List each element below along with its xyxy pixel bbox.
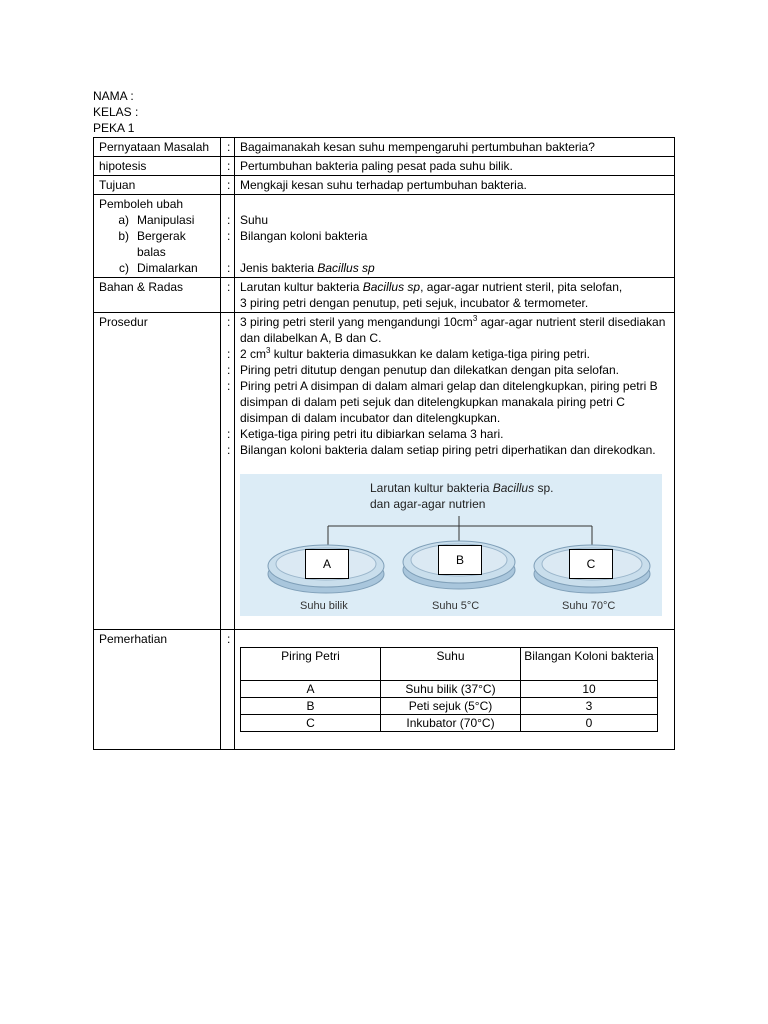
bahan-text: , agar-agar nutrient steril, pita selofan, bbox=[420, 280, 623, 294]
cell-dish: A bbox=[241, 681, 381, 698]
colon: : bbox=[221, 138, 235, 157]
step-text: kultur bakteria dimasukkan ke dalam ketiga-tiga piring petri. bbox=[270, 347, 590, 361]
variable-dimalarkan bbox=[99, 260, 215, 276]
dish-label-box-c: C bbox=[569, 549, 613, 579]
row-tujuan bbox=[94, 176, 675, 195]
dish-label-box-a: A bbox=[305, 549, 349, 579]
variable-manipulasi bbox=[99, 212, 215, 228]
colon-column bbox=[221, 313, 235, 630]
dish-caption-c: Suhu 70°C bbox=[562, 600, 616, 612]
superscript: 3 bbox=[266, 346, 271, 355]
row-bahan-radas bbox=[94, 278, 675, 313]
value-bahan-radas bbox=[235, 278, 675, 313]
colon: : bbox=[227, 443, 231, 457]
row-pemerhatian bbox=[94, 630, 675, 750]
caption-line-2: dan agar-agar nutrien bbox=[370, 497, 486, 511]
value-dimalarkan bbox=[240, 260, 669, 276]
colon: : bbox=[227, 229, 231, 243]
species-name: Bacillus sp bbox=[362, 280, 421, 294]
label-pernyataan: Pernyataan Masalah bbox=[94, 138, 221, 157]
value-manipulasi: Suhu bbox=[240, 213, 269, 227]
dish-label-box-b: B bbox=[438, 545, 482, 575]
bahan-text: Larutan kultur bakteria bbox=[240, 280, 363, 294]
cell-colony-count: 3 bbox=[521, 698, 658, 715]
label-tujuan: Tujuan bbox=[94, 176, 221, 195]
procedure-step-2 bbox=[240, 346, 669, 362]
petri-dish-diagram bbox=[240, 474, 662, 616]
class-field-label: KELAS : bbox=[93, 105, 139, 119]
colon: : bbox=[227, 261, 231, 275]
cell-dish: B bbox=[241, 698, 381, 715]
colon: : bbox=[221, 157, 235, 176]
value-pemerhatian bbox=[235, 630, 675, 750]
colon: : bbox=[221, 278, 235, 313]
value-pemboleh-ubah bbox=[235, 195, 675, 278]
cell-dish: C bbox=[241, 715, 381, 732]
procedure-step-4: Piring petri A disimpan di dalam almari gelap dan ditelengkupkan, piring petri B disimpan di dalam peti sejuk dan ditelengkupkan manakala piring petri C disimpan di dalam incubator dan ditelengkupkan. bbox=[240, 379, 658, 425]
procedure-step-1 bbox=[240, 314, 669, 346]
variable-letter: b) bbox=[118, 229, 129, 243]
colon-column bbox=[221, 195, 235, 278]
label-prosedur: Prosedur bbox=[94, 313, 221, 630]
bahan-line-1 bbox=[240, 279, 669, 295]
name-field-label: NAMA : bbox=[93, 89, 134, 103]
caption-text: sp. bbox=[534, 481, 554, 495]
label-bahan-radas: Bahan & Radas bbox=[94, 278, 221, 313]
procedure-step-5: Ketiga-tiga piring petri itu dibiarkan selama 3 hari. bbox=[240, 427, 504, 441]
pemboleh-heading: Pemboleh ubah bbox=[99, 197, 184, 211]
variable-bergerak-balas bbox=[99, 228, 215, 260]
dish-caption-b: Suhu 5°C bbox=[432, 600, 480, 612]
header-bilangan-koloni: Bilangan Koloni bakteria bbox=[521, 648, 658, 681]
colon: : bbox=[221, 630, 235, 750]
cell-colony-count: 0 bbox=[521, 715, 658, 732]
value-bergerak-balas: Bilangan koloni bakteria bbox=[240, 229, 368, 243]
species-name: Bacillus sp bbox=[317, 261, 375, 275]
bahan-line-2: 3 piring petri dengan penutup, peti sejuk, incubator & termometer. bbox=[240, 296, 589, 310]
value-text: Jenis bakteria bbox=[240, 261, 318, 275]
table-row bbox=[241, 698, 658, 715]
colon: : bbox=[227, 315, 231, 329]
header-suhu: Suhu bbox=[381, 648, 521, 681]
header-piring-petri: Piring Petri bbox=[241, 648, 381, 681]
step-text: 3 piring petri steril yang mengandungi 10cm bbox=[240, 315, 473, 329]
cell-temperature: Peti sejuk (5°C) bbox=[381, 698, 521, 715]
cell-temperature: Inkubator (70°C) bbox=[381, 715, 521, 732]
peka-title: PEKA 1 bbox=[93, 121, 135, 135]
diagram-caption bbox=[370, 480, 553, 512]
row-hipotesis bbox=[94, 157, 675, 176]
value-hipotesis: Pertumbuhan bakteria paling pesat pada suhu bilik. bbox=[235, 157, 675, 176]
label-pemboleh-ubah bbox=[94, 195, 221, 278]
superscript: 3 bbox=[472, 314, 478, 323]
colon: : bbox=[227, 427, 231, 441]
table-row bbox=[241, 681, 658, 698]
variable-name: Bergerak balas bbox=[137, 229, 186, 259]
table-row bbox=[241, 715, 658, 732]
observation-header-row bbox=[241, 648, 658, 681]
procedure-step-3: Piring petri ditutup dengan penutup dan dilekatkan dengan pita selofan. bbox=[240, 363, 619, 377]
value-prosedur bbox=[235, 313, 675, 630]
variable-letter: a) bbox=[118, 213, 129, 227]
row-pemboleh-ubah bbox=[94, 195, 675, 278]
colon: : bbox=[221, 176, 235, 195]
caption-line-1 bbox=[370, 480, 553, 496]
cell-colony-count: 10 bbox=[521, 681, 658, 698]
label-hipotesis: hipotesis bbox=[94, 157, 221, 176]
colon: : bbox=[227, 363, 231, 377]
cell-temperature: Suhu bilik (37°C) bbox=[381, 681, 521, 698]
observation-table bbox=[240, 647, 658, 732]
value-pernyataan: Bagaimanakah kesan suhu mempengaruhi pertumbuhan bakteria? bbox=[235, 138, 675, 157]
caption-text: Larutan kultur bakteria bbox=[370, 481, 493, 495]
step-text: 2 cm bbox=[240, 347, 267, 361]
row-pernyataan bbox=[94, 138, 675, 157]
colon: : bbox=[227, 379, 231, 393]
variable-name: Dimalarkan bbox=[137, 261, 198, 275]
variable-letter: c) bbox=[119, 261, 129, 275]
colon: : bbox=[227, 213, 231, 227]
step-text: agar-agar nutrient steril disediakan dan dilabelkan A, B dan C. bbox=[240, 315, 666, 345]
value-tujuan: Mengkaji kesan suhu terhadap pertumbuhan bakteria. bbox=[235, 176, 675, 195]
species-name: Bacillus bbox=[492, 481, 535, 495]
procedure-step-6: Bilangan koloni bakteria dalam setiap piring petri diperhatikan dan direkodkan. bbox=[240, 443, 656, 457]
variable-name: Manipulasi bbox=[137, 213, 195, 227]
dish-caption-a: Suhu bilik bbox=[300, 600, 348, 612]
row-prosedur bbox=[94, 313, 675, 630]
label-pemerhatian: Pemerhatian bbox=[94, 630, 221, 750]
report-table bbox=[93, 137, 675, 750]
colon: : bbox=[227, 347, 231, 361]
